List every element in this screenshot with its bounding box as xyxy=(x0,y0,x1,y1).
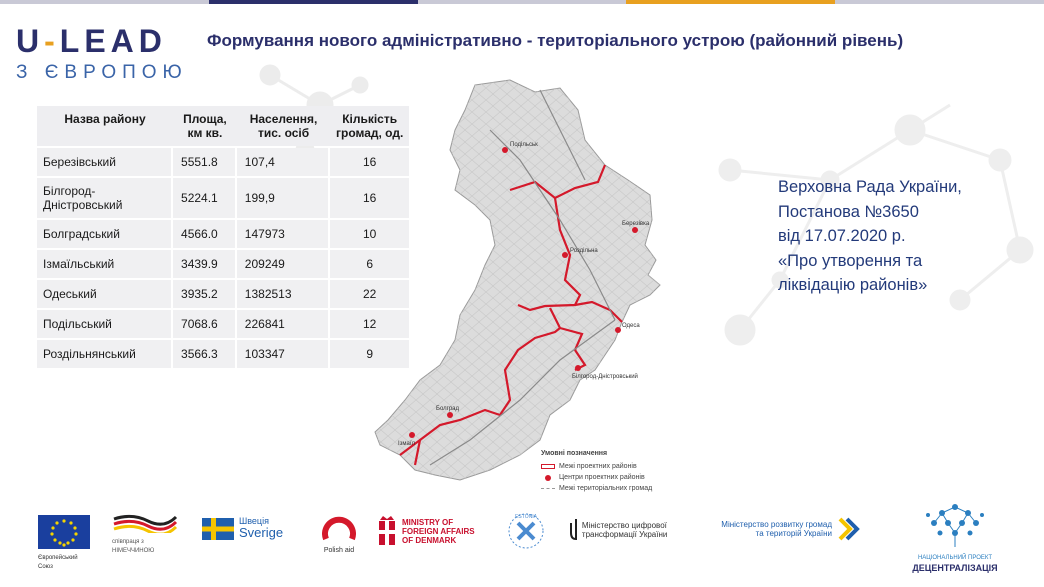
city-label-berezivka: Березівка xyxy=(622,221,650,227)
district-name-cell: Білгород-Дністровський xyxy=(37,178,173,218)
area-cell: 3439.9 xyxy=(173,250,237,278)
area-cell: 5224.1 xyxy=(173,178,237,218)
communities-cell: 6 xyxy=(330,250,409,278)
legend-item: Межі територіальних громад xyxy=(541,483,652,494)
map-legend xyxy=(541,448,652,494)
sweden-logo: Швеція Sverige xyxy=(202,517,302,540)
legend-item: Межі проектних районів xyxy=(541,461,652,472)
table-row xyxy=(37,178,409,218)
city-marker-podilsk xyxy=(502,147,508,153)
communities-cell: 22 xyxy=(330,280,409,308)
eu-logo: Європейський Союз xyxy=(38,515,94,572)
decentralization-tree-icon xyxy=(920,497,990,549)
polish-aid-logo: Polish aid xyxy=(314,511,364,555)
city-marker-berezivka xyxy=(632,227,638,233)
city-label-izmail: Ізмаїл xyxy=(398,441,416,447)
chevrons-icon xyxy=(838,517,860,541)
denmark-mfa-logo: MINISTRY OF FOREIGN AFFAIRS OF DENMARK xyxy=(378,515,490,547)
district-name-cell: Подільський xyxy=(37,310,173,338)
partner-logos-footer xyxy=(0,495,1044,587)
table-row xyxy=(37,148,409,176)
population-cell: 147973 xyxy=(237,220,331,248)
communities-cell: 9 xyxy=(330,340,409,368)
u-lead-logo-text: U-LEAD xyxy=(16,23,167,59)
communities-cell: 10 xyxy=(330,220,409,248)
city-marker-odesa xyxy=(615,327,621,333)
city-marker-izmail xyxy=(409,432,415,438)
area-cell: 5551.8 xyxy=(173,148,237,176)
header-area: Площа, км кв. xyxy=(173,106,237,146)
estonia-cross-icon xyxy=(506,511,546,551)
population-cell: 103347 xyxy=(237,340,331,368)
district-name-cell: Ізмаїльський xyxy=(37,250,173,278)
city-label-podilsk: Подільськ xyxy=(510,142,538,148)
sweden-flag-icon xyxy=(202,518,234,540)
area-cell: 3935.2 xyxy=(173,280,237,308)
table-row xyxy=(37,310,409,338)
ministry-digital-logo: Міністерство цифрової трансформації України xyxy=(568,517,678,543)
header-district-name: Назва району xyxy=(37,106,173,146)
communities-cell: 12 xyxy=(330,310,409,338)
svg-text:ESTONIA: ESTONIA xyxy=(515,514,537,520)
population-cell: 226841 xyxy=(237,310,331,338)
communities-cell: 16 xyxy=(330,178,409,218)
trident-icon xyxy=(568,517,577,543)
odesa-region-map xyxy=(360,70,690,500)
page-title: Формування нового адміністративно - територіального устрою (районний рівень) xyxy=(207,31,904,50)
giz-logo: співпраця з НІМЕЧЧИНОЮ xyxy=(112,513,182,556)
communities-cell: 16 xyxy=(330,148,409,176)
city-label-odesa: Одеса xyxy=(622,323,640,329)
district-name-cell: Одеський xyxy=(37,280,173,308)
city-label-bolhrad: Болград xyxy=(436,406,460,412)
area-cell: 3566.3 xyxy=(173,340,237,368)
resolution-reference: Верховна Рада України, Постанова №3650 від 17.07.2020 р. «Про утворення та ліквідацію районів» xyxy=(778,178,962,294)
legend-title: Умовні позначення xyxy=(541,450,608,457)
table-row xyxy=(37,340,409,368)
legend-item: Центри проектних районів xyxy=(541,472,652,483)
city-label-rozdilna: Роздільна xyxy=(570,248,598,254)
table-row xyxy=(37,220,409,248)
area-cell: 7068.6 xyxy=(173,310,237,338)
u-lead-logo xyxy=(16,24,188,84)
u-lead-logo-subtitle: З ЄВРОПОЮ xyxy=(16,62,188,83)
district-name-cell: Роздільнянський xyxy=(37,340,173,368)
city-marker-bilhorod xyxy=(575,365,581,371)
top-color-strip xyxy=(0,0,1044,4)
ministry-regional-logo: Міністерство розвитку громад та територій України xyxy=(714,517,864,541)
population-cell: 107,4 xyxy=(237,148,331,176)
table-row xyxy=(37,250,409,278)
city-marker-rozdilna xyxy=(562,252,568,258)
table-row xyxy=(37,280,409,308)
table-header-row xyxy=(37,106,409,146)
district-name-cell: Болградський xyxy=(37,220,173,248)
estonia-logo xyxy=(506,511,546,556)
city-label-bilhorod: Білгород-Дністровський xyxy=(572,374,638,380)
population-cell: 209249 xyxy=(237,250,331,278)
population-cell: 199,9 xyxy=(237,178,331,218)
districts-table xyxy=(37,104,409,370)
district-name-cell: Березівський xyxy=(37,148,173,176)
decentralization-logo: НАЦІОНАЛЬНИЙ ПРОЕКТ ДЕЦЕНТРАЛІЗАЦІЯ xyxy=(902,497,1008,574)
header-communities: Кількість громад, од. xyxy=(330,106,409,146)
header-population: Населення, тис. осіб xyxy=(237,106,331,146)
danish-crown-icon xyxy=(378,515,396,547)
city-marker-bolhrad xyxy=(447,412,453,418)
polish-aid-arc-icon xyxy=(322,511,356,541)
area-cell: 4566.0 xyxy=(173,220,237,248)
germany-ukraine-wave-icon xyxy=(112,513,178,533)
eu-flag-icon xyxy=(38,515,90,549)
population-cell: 1382513 xyxy=(237,280,331,308)
